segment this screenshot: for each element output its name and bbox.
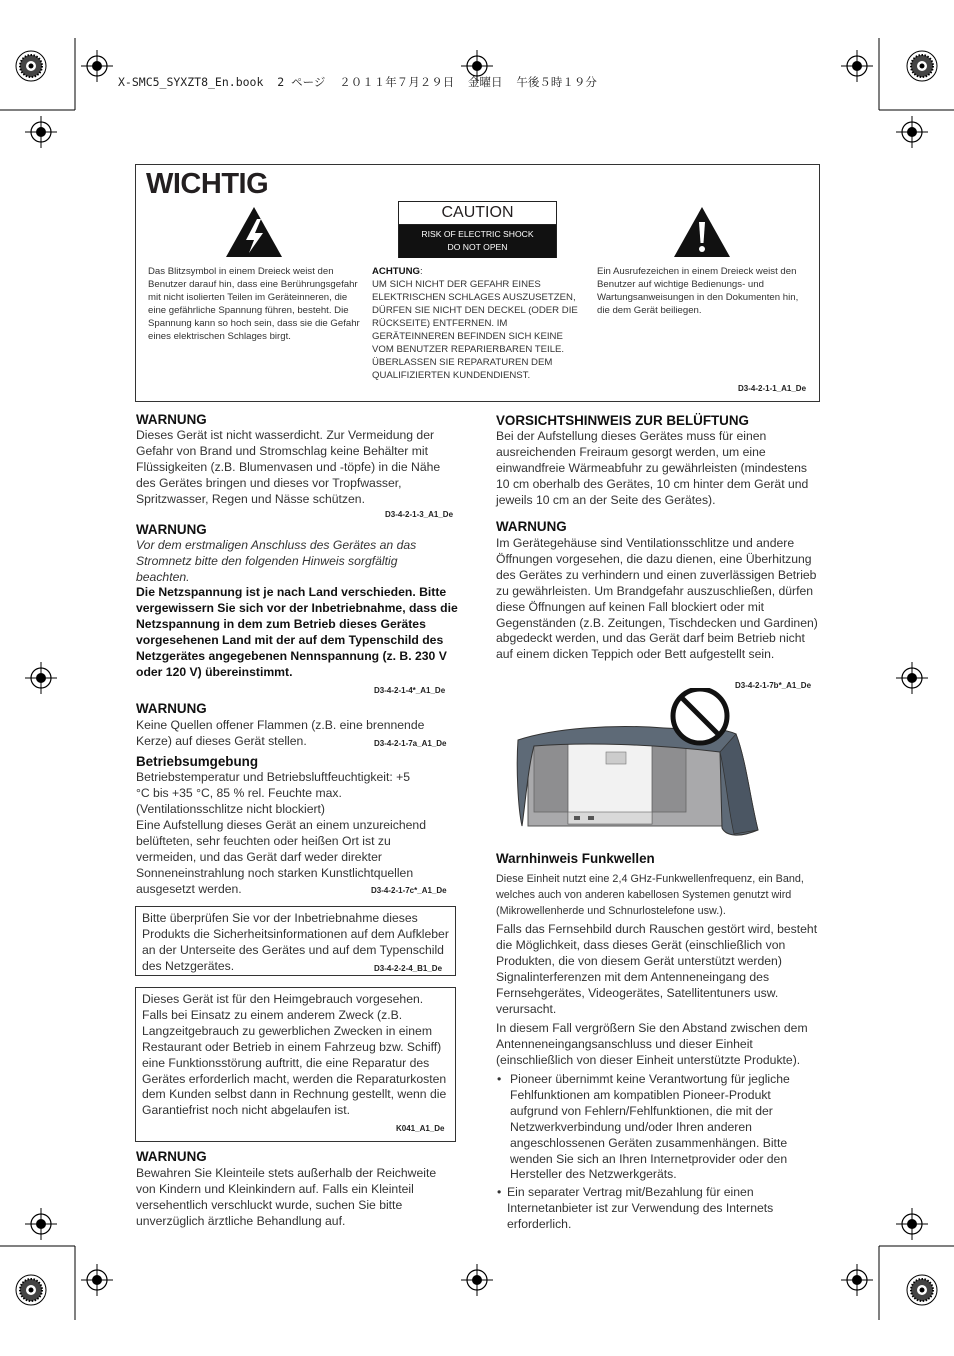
caution-subtitle: [399, 225, 556, 258]
caution-line-1: RISK OF ELECTRIC SHOCK: [421, 229, 534, 239]
warning-3-title: WARNUNG: [136, 701, 207, 716]
environment-title: Betriebsumgebung: [136, 754, 259, 769]
warning-4-text: Bewahren Sie Kleinteile stets außerhalb der Reichweite von Kindern und Kleinkindern auf. Falls ein Kleinteil versehentlich verschluckt wurde, suchen Sie bitte unverzüglich ärztliche Behandlung auf.: [136, 1166, 437, 1228]
radio-warning-text-3: In diesem Fall vergrößern Sie den Abstand zwischen dem Antenneneingangsanschluss und dieser Einheit (einschließlich von dieser Einheit unterstützte Produkte).: [496, 1021, 808, 1067]
print-header: X-SMC5_SYXZT8_En.book 2 ページ ２０１１年７月２９日 金曜日 午後５時１９分: [118, 75, 597, 89]
warning-1-code: D3-4-2-1-3_A1_De: [385, 510, 454, 519]
ventilation-title: VORSICHTSHINWEIS ZUR BELÜFTUNG: [496, 413, 749, 428]
caution-line-2: DO NOT OPEN: [447, 241, 508, 252]
achtung-body: UM SICH NICHT DER GEFAHR EINES ELEKTRISCHEN SCHLAGES AUSZUSETZEN, DÜRFEN SIE NICHT DEN DECKEL (ODER DIE RÜCKSEITE) ENTFERNEN. IM GERÄTEINNEREN BEFINDEN SICH KEINE VOM BENUTZER REPARIERBAREN TEILE. ÜBERLASSEN SIE REPARATUREN DEM QUALIFIZIERTEN KUNDENDIENST.: [372, 279, 578, 381]
radio-warning-text-1: Diese Einheit nutzt eine 2,4 GHz-Funkwellenfrequenz, ein Band, welches auch von anderen kabellosen Systemen genutzt wird (Mikrowellenherde und Schnurlostelefone usw.).: [496, 873, 804, 917]
exclamation-explanation: Ein Ausrufezeichen in einem Dreieck weist den Benutzer auf wichtige Bedienungs- und Wartungsanweisungen in den Dokumenten hin, die dem Gerät beiliegen.: [597, 266, 799, 316]
warning-3-code: D3-4-2-1-7a_A1_De: [374, 739, 447, 748]
warning-5-code: D3-4-2-1-7b*_A1_De: [735, 681, 812, 690]
environment-text-2: Eine Aufstellung dieses Gerät an einem unzureichend belüfteten, sehr feuchten oder heißen Ort ist zu vermeiden, und das Gerät darf weder direkter Sonneneinstrahlung noch starken Kunstlichtquellen ausgesetzt werden.: [136, 818, 426, 896]
achtung-text: ACHTUNG: UM SICH NICHT DER GEFAHR EINES ELEKTRISCHEN SCHLAGES AUSZUSETZEN, DÜRFEN SIE NICHT DEN DECKEL (ODER DIE RÜCKSEITE) ENTFERNEN. IM GERÄTEINNEREN BEFINDEN SICH KEINE VOM BENUTZER REPARIERBAREN TEILE. ÜBERLASSEN SIE REPARATUREN DEM QUALIFIZIERTEN KUNDENDIENST.: [372, 266, 578, 381]
warning-1-text: Dieses Gerät ist nicht wasserdicht. Zur Vermeidung der Gefahr von Brand und Stromschlag keine Behälter mit Flüssigkeiten (z.B. Blumenvasen und -töpfe) in die Nähe des Gerätes bringen und dieses vor Tropfwasser, Spritzwasser, Regen und Nässe schützen.: [136, 428, 441, 506]
warning-1-title: WARNUNG: [136, 412, 207, 427]
warning-5-text: Im Gerätegehäuse sind Ventilationsschlitze und andere Öffnungen vorgesehen, die dazu dienen, eine Überhitzung des Gerätes zu verhindern und einen zuverlässigen Betrieb zu gewährleisten. Um Brandgefahr auszuschließen, dürfen diese Öffnungen auf keinen Fall blockiert oder mit Gegenständen (z.B. Zeitungen, Tischdecken und Gardinen) abgedeckt werden, und das Gerät darf beim Betrieb nicht auf einem dicken Teppich oder Bett aufgestellt sein.: [496, 536, 818, 662]
network-note-1: • Pioneer übernimmt keine Verantwortung für jegliche Fehlfunktionen am kompatiblen Pioneer-Produkt aufgrund von Fehlern/Fehlfunktionen, die mit der Netzwerkverbindung und/oder Ihren anderen angeschlossenen Geräten zusammenhängen. Bitte wenden Sie sich an Ihren Internetprovider oder den Hersteller des Netzwerkgeräts.: [496, 1072, 818, 1183]
environment-text-1: Betriebstemperatur und Betriebsluftfeuchtigkeit: +5 °C bis +35 °C, 85 % rel. Feuchte max. (Ventilationsschlitze nicht blockiert): [136, 770, 411, 816]
safety-info-code: D3-4-2-2-4_B1_De: [374, 964, 443, 973]
ventilation-text: Bei der Aufstellung dieses Gerätes muss für einen ausreichenden Freiraum gesorgt werden, um eine einwandfreie Wärmeabfuhr zu gewährleisten (mindestens 10 cm oberhalb des Gerätes, 10 cm hinter dem Gerät und jeweils 10 cm an der Seite des Gerätes).: [496, 429, 809, 507]
warning-2-title: WARNUNG: [136, 522, 207, 537]
network-note-2: • Ein separater Vertrag mit/Bezahlung für einen Internetanbieter ist zur Verwendung des Internets erforderlich.: [496, 1185, 818, 1233]
important-title: WICHTIG: [146, 168, 269, 200]
warning-2-italic: Vor dem erstmaligen Anschluss des Gerätes an das Stromnetz bitte den folgenden Hinweis sorgfältig beachten.: [136, 538, 417, 584]
radio-warning-title: Warnhinweis Funkwellen: [496, 851, 655, 866]
achtung-label: ACHTUNG: [372, 266, 420, 277]
lightning-explanation: Das Blitzsymbol in einem Dreieck weist den Benutzer darauf hin, dass eine Berührungsgefahr mit nicht isolierten Teilen im Geräteinneren, die eine gefährliche Spannung führen, besteht. Die Spannung kann so hoch sein, dass sie die Gefahr eines elektrischen Schlages birgt.: [148, 266, 360, 342]
caution-label: [398, 201, 557, 258]
prohibited-icon: [673, 689, 727, 743]
warning-5-title: WARNUNG: [496, 519, 567, 534]
home-use-text: Dieses Gerät ist für den Heimgebrauch vorgesehen. Falls bei Einsatz zu einem anderem Zweck (z.B. Langzeitgebrauch zu gewerblichen Zwecken in einem Restaurant oder Betrieb in einem Fahrzeug bzw. Schiff) eine Funktionsstörung auftritt, die eine Reparatur des Gerätes erforderlich macht, werden die Reparaturkosten dem Kunden selbst dann in Rechnung gestellt, wenn die Garantiefrist noch nicht abgelaufen ist.: [142, 992, 447, 1118]
warning-3-text: Keine Quellen offener Flammen (z.B. eine brennende Kerze) auf dieses Gerät stellen.: [136, 718, 425, 748]
network-notes-list: [496, 1072, 818, 1233]
home-use-code: K041_A1_De: [396, 1124, 445, 1133]
safety-info-text: Bitte überprüfen Sie vor der Inbetriebnahme dieses Produkts die Sicherheitsinformationen auf dem Aufkleber an der Unterseite des Gerätes und auf dem Typenschild des Netzgerätes.: [142, 911, 449, 973]
covered-unit-illustration: [514, 688, 764, 846]
warning-4-title: WARNUNG: [136, 1149, 207, 1164]
warning-2-code: D3-4-2-1-4*_A1_De: [374, 686, 446, 695]
exclamation-triangle-icon: [672, 205, 732, 259]
lightning-triangle-icon: [224, 205, 284, 259]
warning-2-bold: Die Netzspannung ist je nach Land verschieden. Bitte vergewissern Sie sich vor der Inbetriebnahme, dass die Netzspannung in dem zum Betrieb dieses Gerätes vorgesehenen Land mit der auf dem Typenschild des Netzgerätes angegebenen Nennspannung (z. B. 230 V oder 120 V) übereinstimmt.: [136, 585, 458, 679]
environment-code: D3-4-2-1-7c*_A1_De: [371, 886, 447, 895]
radio-warning-text-2: Falls das Fernsehbild durch Rauschen gestört wird, besteht die Möglichkeit, dass dieses Gerät (einschließlich von Produkten, die von diesem Gerät unterstützt werden) Signalinterferenzen mit dem Antenneneingang des Fernsehgerätes, Videogerätes, Satellitentuners usw. verursacht.: [496, 922, 818, 1016]
important-code: D3-4-2-1-1_A1_De: [738, 384, 807, 393]
caution-title: CAUTION: [399, 202, 556, 225]
